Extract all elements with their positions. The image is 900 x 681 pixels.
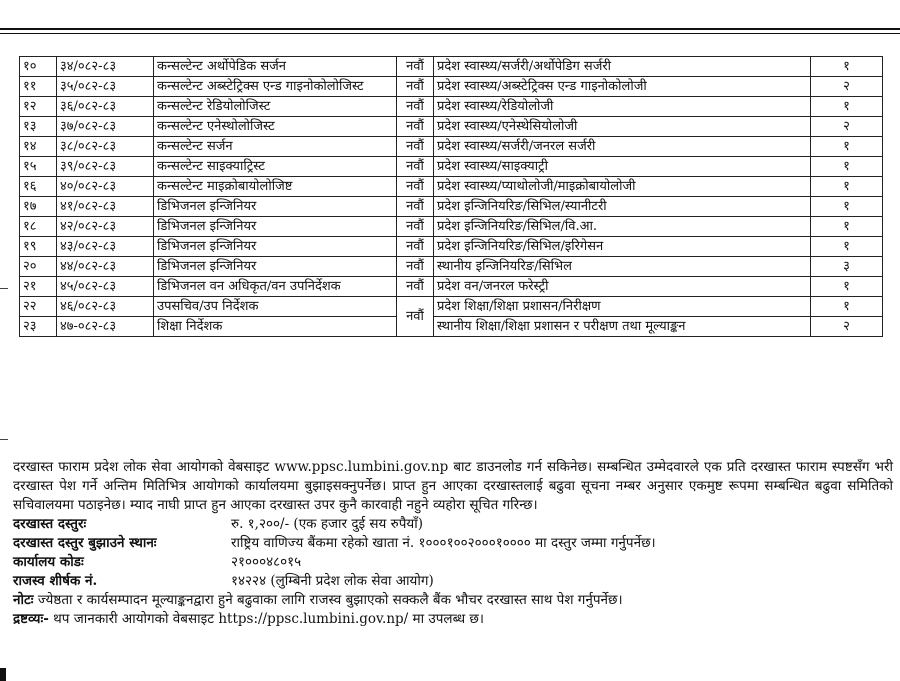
cell-post: डिभिजनल इन्जिनियर: [154, 257, 397, 277]
cell-sn: ११: [20, 77, 57, 97]
cell-type: नवौं: [397, 157, 434, 177]
table-row: [20, 197, 883, 217]
cell-type: नवौं: [397, 257, 434, 277]
see-line: [13, 610, 893, 629]
cell-count: १: [811, 237, 883, 257]
cell-group: प्रदेश स्वास्थ्य/एनेस्थेसियोलोजी: [434, 117, 811, 137]
office-code-row: [13, 553, 893, 572]
cell-post: डिभिजनल इन्जिनियर: [154, 217, 397, 237]
note-text: ज्येष्ठता र कार्यसम्पादन मूल्याङ्कनद्वारा हुने बढुवाका लागि राजस्व बुझाएको सक्कलै बैंक भौचर दरखास्त साथ पेश गर्नुपर्नेछ।: [37, 592, 623, 608]
cell-post: डिभिजनल इन्जिनियर: [154, 237, 397, 257]
cell-count: २: [811, 317, 883, 337]
left-margin-box: [0, 288, 8, 440]
cell-type: नवौं: [397, 217, 434, 237]
cell-post: कन्सल्टेन्ट रेडियोलोजिस्ट: [154, 97, 397, 117]
cell-code: ४३/०८२-८३: [57, 237, 154, 257]
table-row: [20, 137, 883, 157]
cell-code: ४२/०८२-८३: [57, 217, 154, 237]
cell-post: कन्सल्टेन्ट एनेस्थोलोजिस्ट: [154, 117, 397, 137]
fee-value: रु. १,२००/- (एक हजार दुई सय रुपैयाँ): [231, 516, 423, 532]
cell-code: ३७/०८२-८३: [57, 117, 154, 137]
cell-count: १: [811, 57, 883, 77]
fee-place-row: [13, 534, 893, 553]
cell-type: नवौं: [397, 177, 434, 197]
office-code-value: २१०००४८०१५: [231, 554, 302, 570]
cell-sn: १०: [20, 57, 57, 77]
fee-place-value: राष्ट्रिय वाणिज्य बैंकमा रहेको खाता नं. १०००१००२०००१०००० मा दस्तुर जम्मा गर्नुपर्नेछ।: [231, 535, 656, 551]
cell-code: ३५/०८२-८३: [57, 77, 154, 97]
posts-table: [19, 56, 883, 337]
cell-count: १: [811, 157, 883, 177]
cell-group: प्रदेश इन्जिनियरिङ/सिभिल/स्यानीटरी: [434, 197, 811, 217]
cell-group: प्रदेश स्वास्थ्य/अब्स्टेट्रिक्स एन्ड गाइनोकोलोजी: [434, 77, 811, 97]
cell-sn: २३: [20, 317, 57, 337]
cell-sn: २०: [20, 257, 57, 277]
table-row: [20, 57, 883, 77]
cell-code: ४६/०८२-८३: [57, 297, 154, 317]
office-code-label: कार्यालय कोडः: [13, 554, 84, 570]
cell-type: नवौं: [397, 297, 434, 337]
cell-group: प्रदेश स्वास्थ्य/सर्जरी/जनरल सर्जरी: [434, 137, 811, 157]
notice-paragraph: दरखास्त फाराम प्रदेश लोक सेवा आयोगको वेबसाइट www.ppsc.lumbini.gov.np बाट डाउनलोड गर्न सकिनेछ। सम्बन्धित उम्मेदवारले एक प्रति दरखास्त फाराम स्पष्टसँग भरी दरखास्त पेश गर्ने अन्तिम मितिभित्र आयोगको कार्यालयमा बुझाइसक्नुपर्नेछ। प्राप्त हुन आएका दरखास्तलाई बढुवा सूचना नम्बर अनुसार एकमुष्ट रूपमा सम्बन्धित बढुवा समितिको सचिवालयमा पठाइनेछ। म्याद नाघी प्राप्त हुन आएका दरखास्त उपर कुनै कारवाही नहुने व्यहोरा सूचित गरिन्छ।: [13, 459, 893, 513]
cell-group: प्रदेश इन्जिनियरिङ/सिभिल/वि.आ.: [434, 217, 811, 237]
cell-code: ३८/०८२-८३: [57, 137, 154, 157]
cell-group: स्थानीय शिक्षा/शिक्षा प्रशासन र परीक्षण तथा मूल्याङ्कन: [434, 317, 811, 337]
cell-post: कन्सल्टेन्ट साइक्याट्रिस्ट: [154, 157, 397, 177]
cell-sn: १५: [20, 157, 57, 177]
header-rule-thick: [0, 28, 900, 30]
see-text: थप जानकारी आयोगको वेबसाइट https://ppsc.lumbini.gov.np/ मा उपलब्ध छ।: [53, 611, 485, 627]
cell-code: ३९/०८२-८३: [57, 157, 154, 177]
fee-label: दरखास्त दस्तुरः: [13, 516, 87, 532]
table-row: [20, 217, 883, 237]
see-label: द्रष्टव्यः-: [13, 611, 49, 627]
header-rule-thin: [0, 33, 900, 34]
cell-post: कन्सल्टेन्ट अब्स्टेट्रिक्स एन्ड गाइनोकोलोजिस्ट: [154, 77, 397, 97]
cell-sn: १३: [20, 117, 57, 137]
cell-count: २: [811, 117, 883, 137]
cell-type: नवौं: [397, 137, 434, 157]
note-label: नोटः: [13, 592, 34, 608]
cell-count: १: [811, 137, 883, 157]
cell-type: नवौं: [397, 97, 434, 117]
cell-post: उपसचिव/उप निर्देशक: [154, 297, 397, 317]
cell-code: ४७-०८२-८३: [57, 317, 154, 337]
cell-post: कन्सल्टेन्ट माइक्रोबायोलोजिष्ट: [154, 177, 397, 197]
cell-type: नवौं: [397, 117, 434, 137]
cell-group: प्रदेश स्वास्थ्य/साइक्याट्री: [434, 157, 811, 177]
cell-post: डिभिजनल वन अधिकृत/वन उपनिर्देशक: [154, 277, 397, 297]
cell-post: शिक्षा निर्देशक: [154, 317, 397, 337]
cell-group: प्रदेश वन/जनरल फरेस्ट्री: [434, 277, 811, 297]
cell-group: प्रदेश इन्जिनियरिङ/सिभिल/इरिगेसन: [434, 237, 811, 257]
cell-group: स्थानीय इन्जिनियरिङ/सिभिल: [434, 257, 811, 277]
cell-code: ४०/०८२-८३: [57, 177, 154, 197]
table-row: [20, 77, 883, 97]
cell-type: नवौं: [397, 237, 434, 257]
fee-row: [13, 515, 893, 534]
table-row: [20, 237, 883, 257]
cell-post: डिभिजनल इन्जिनियर: [154, 197, 397, 217]
table-row: [20, 117, 883, 137]
table-row: [20, 297, 883, 317]
cell-count: १: [811, 277, 883, 297]
cell-sn: २२: [20, 297, 57, 317]
revenue-row: [13, 572, 893, 591]
cell-code: ४४/०८२-८३: [57, 257, 154, 277]
table-row: [20, 277, 883, 297]
cell-sn: १७: [20, 197, 57, 217]
cell-type: नवौं: [397, 77, 434, 97]
cell-type: नवौं: [397, 277, 434, 297]
cell-sn: १६: [20, 177, 57, 197]
cell-count: ३: [811, 257, 883, 277]
cell-group: प्रदेश स्वास्थ्य/सर्जरी/अर्थोपेडिग सर्जरी: [434, 57, 811, 77]
cell-type: नवौं: [397, 197, 434, 217]
table-row: [20, 257, 883, 277]
cell-sn: २१: [20, 277, 57, 297]
corner-mark: [0, 668, 6, 681]
note-line: [13, 591, 893, 610]
cell-code: ३६/०८२-८३: [57, 97, 154, 117]
cell-count: १: [811, 217, 883, 237]
cell-group: प्रदेश स्वास्थ्य/प्याथोलोजी/माइक्रोबायोलोजी: [434, 177, 811, 197]
cell-count: १: [811, 177, 883, 197]
notice-section: [13, 458, 893, 629]
cell-code: ४५/०८२-८३: [57, 277, 154, 297]
table-row: [20, 317, 883, 337]
table-row: [20, 157, 883, 177]
cell-count: १: [811, 197, 883, 217]
cell-post: कन्सल्टेन्ट सर्जन: [154, 137, 397, 157]
cell-type: नवौं: [397, 57, 434, 77]
table-row: [20, 177, 883, 197]
cell-sn: १८: [20, 217, 57, 237]
cell-group: प्रदेश शिक्षा/शिक्षा प्रशासन/निरीक्षण: [434, 297, 811, 317]
cell-code: ४१/०८२-८३: [57, 197, 154, 217]
cell-sn: १९: [20, 237, 57, 257]
fee-place-label: दरखास्त दस्तुर बुझाउने स्थानः: [13, 535, 157, 551]
table-row: [20, 97, 883, 117]
cell-sn: १४: [20, 137, 57, 157]
cell-count: १: [811, 297, 883, 317]
cell-code: ३४/०८२-८३: [57, 57, 154, 77]
cell-group: प्रदेश स्वास्थ्य/रेडियोलोजी: [434, 97, 811, 117]
cell-count: १: [811, 97, 883, 117]
cell-sn: १२: [20, 97, 57, 117]
cell-count: २: [811, 77, 883, 97]
cell-post: कन्सल्टेन्ट अर्थोपेडिक सर्जन: [154, 57, 397, 77]
revenue-label: राजस्व शीर्षक नं.: [13, 573, 98, 589]
revenue-value: १४२२४ (लुम्बिनी प्रदेश लोक सेवा आयोग): [231, 573, 434, 589]
